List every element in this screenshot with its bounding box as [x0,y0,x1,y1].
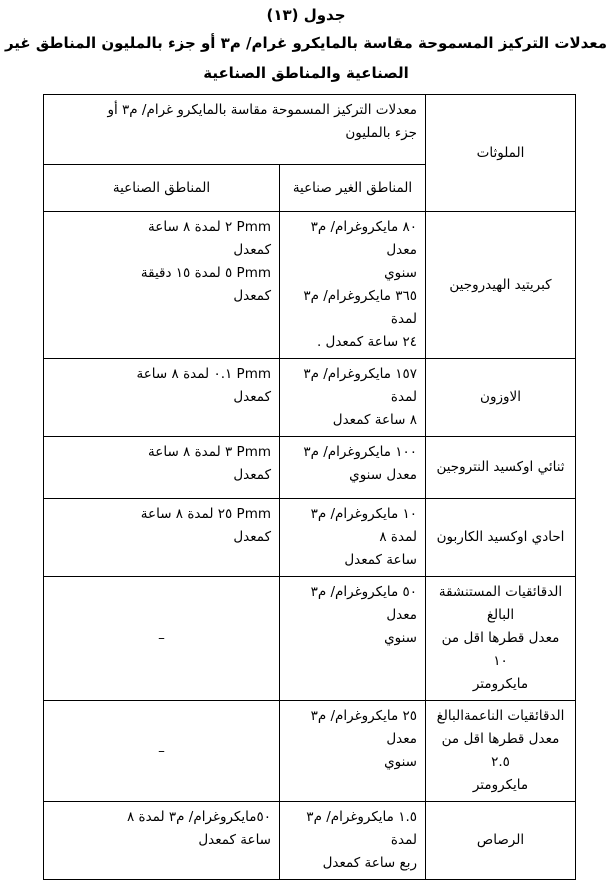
cell-line: مايكرومتر [472,676,529,692]
cell-line: ٥٠ مايكروغرام/ م٣ معدل [310,584,417,623]
industrial-cell [44,212,280,359]
non-industrial-cell [280,359,426,437]
table-caption-line2: الصناعية والمناطق الصناعية [203,64,409,82]
standards-table [43,94,576,880]
cell-line: ١.٥ مايكروغرام/ م٣ لمدة [306,809,417,848]
header-group-line1: معدلات التركيز المسموحة مقاسة بالمايكرو غرام/ م٣ أو [107,102,417,118]
non-industrial-cell [280,499,426,577]
industrial-cell [44,577,280,701]
cell-line: كمعدل [233,467,271,483]
pollutant-cell [426,802,576,880]
cell-line: ٨ ساعة كمعدل [332,412,417,428]
pollutant-cell [426,359,576,437]
table-row [44,499,576,577]
cell-line: Pmm ٣ لمدة ٨ ساعة [148,444,271,460]
cell-line: ١٠ مايكروغرام/ م٣ لمدة ٨ [310,506,417,545]
table-row [44,359,576,437]
industrial-cell [44,802,280,880]
cell-line: Pmm ٢٥ لمدة ٨ ساعة [140,506,271,522]
header-group-line2: جزء بالمليون [345,125,417,141]
cell-line: – [158,742,165,759]
cell-line: ٢٤ ساعة كمعدل . [316,334,417,350]
non-industrial-cell [280,802,426,880]
table-row [44,701,576,802]
cell-line: ساعة كمعدل [198,832,271,848]
cell-line: سنوي [384,265,417,281]
cell-line: مايكرومتر [472,777,529,793]
header-concentration-group [44,95,426,165]
table-row [44,212,576,359]
cell-line: سنوي [384,630,417,646]
cell-line: سنوي [384,754,417,770]
cell-line: ١٠٠ مايكروغرام/ م٣ [303,444,417,460]
cell-line: الرصاص [476,832,525,848]
cell-line: ٨٠ مايكروغرام/ م٣ معدل [310,219,417,258]
non-industrial-cell [280,437,426,499]
industrial-cell [44,499,280,577]
cell-line: Pmm ٥ لمدة ١٥ دقيقة [140,265,271,281]
cell-line: ثنائي اوكسيد النتروجين [436,459,565,475]
header-industrial: المناطق الصناعية [44,165,280,212]
non-industrial-cell [280,577,426,701]
pollutant-cell [426,701,576,802]
header-row [44,95,576,165]
cell-line: معدل قطرها اقل من ٢.٥ [441,731,560,770]
cell-line: الدقائقيات الناعمةالبالغ [436,708,565,724]
cell-line: كمعدل [233,288,271,304]
cell-line: ٥٠مايكروغرام/ م٣ لمدة ٨ [126,809,271,825]
header-non-industrial: المناطق الغير صناعية [280,165,426,212]
table-row [44,802,576,880]
cell-line: الاوزون [480,389,521,405]
non-industrial-cell [280,701,426,802]
table-row [44,437,576,499]
cell-line: ١٥٧ مايكروغرام/ م٣ لمدة [303,366,417,405]
industrial-cell [44,359,280,437]
cell-line: كمعدل [233,529,271,545]
cell-line: احادي اوكسيد الكاربون [436,529,565,545]
table-caption-line1: معدلات التركيز المسموحة مقاسة بالمايكرو غرام/ م٣ أو جزء بالمليون المناطق غير [4,34,608,52]
industrial-cell [44,701,280,802]
cell-line: Pmm ٢ لمدة ٨ ساعة [148,219,271,235]
industrial-cell [44,437,280,499]
table-row [44,577,576,701]
cell-line: – [158,630,165,646]
cell-line: Pmm ٠.١ لمدة ٨ ساعة [136,366,271,382]
pollutant-cell [426,499,576,577]
cell-line: معدل قطرها اقل من ١٠ [441,630,560,669]
cell-line: كمعدل [233,389,271,405]
pollutant-cell [426,437,576,499]
table-body [44,212,576,880]
cell-line: معدل سنوي [349,467,417,483]
cell-line: ٣٦٥ مايكروغرام/ م٣ لمدة [303,288,417,327]
cell-line: ربع ساعة كمعدل [322,855,417,871]
non-industrial-cell [280,212,426,359]
table-title: جدول (١٣) [266,6,346,24]
cell-line: ساعة كمعدل [344,552,417,568]
cell-line: كمعدل [233,242,271,258]
pollutant-cell [426,212,576,359]
cell-line: كبريتيد الهيدروجين [449,276,552,293]
pollutant-cell [426,577,576,701]
cell-line: الدقائقيات المستنشقة البالغ [438,584,563,623]
header-pollutants: الملوثات [426,95,576,212]
cell-line: ٢٥ مايكروغرام/ م٣ معدل [310,708,417,747]
